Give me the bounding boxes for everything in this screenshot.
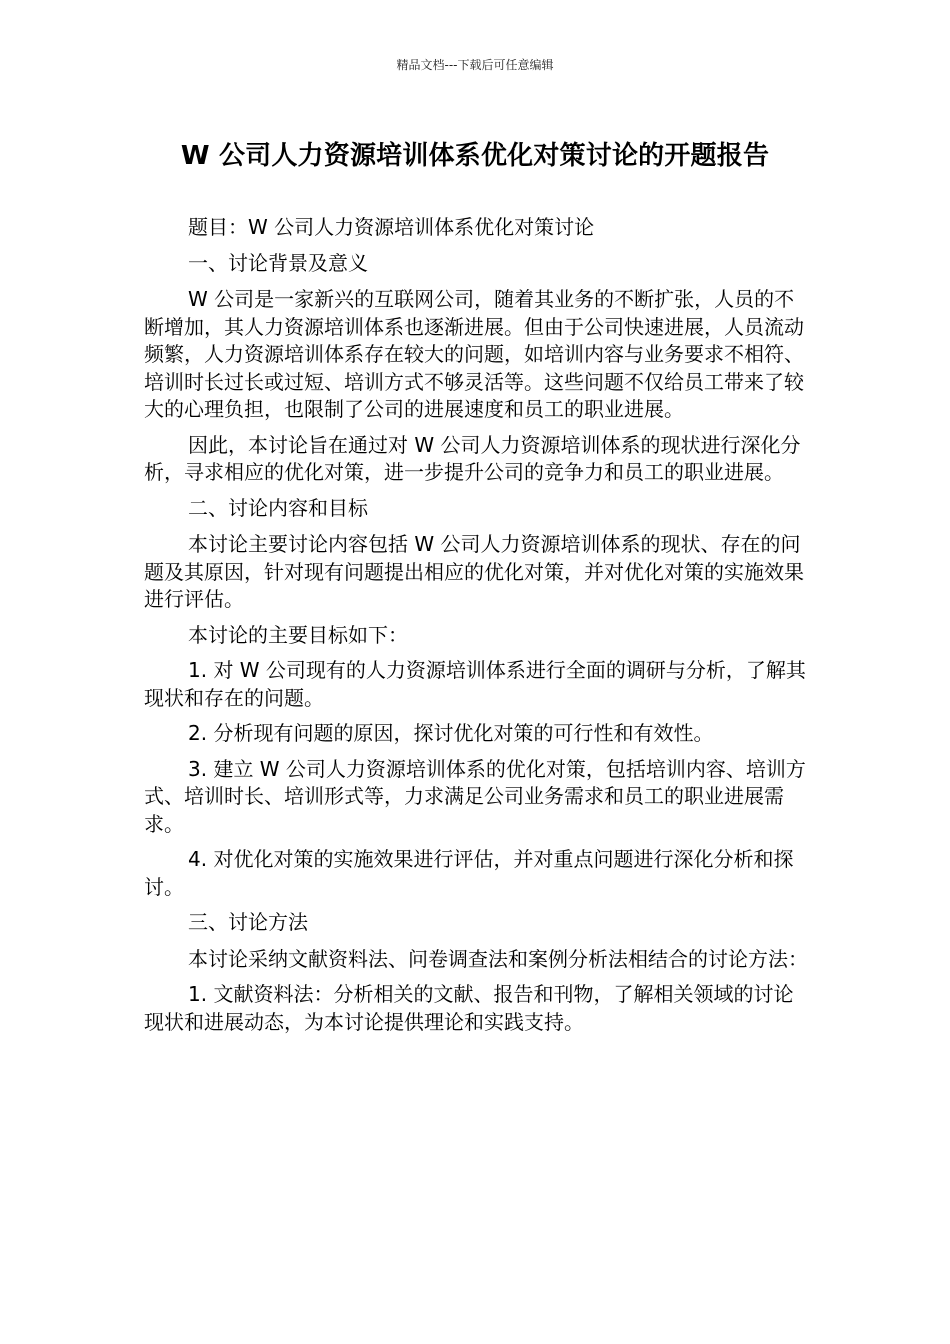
document-title: W 公司人力资源培训体系优化对策讨论的开题报告 (180, 141, 770, 171)
document-body (144, 214, 810, 1044)
paragraph-background: W 公司是一家新兴的互联网公司，随着其业务的不断扩张，人员的不断增加，其人力资源培训体系也逐渐进展。但由于公司快速进展，人员流动频繁，人力资源培训体系存在较大的问题，如培训内容与业务要求不相符、培训时长过长或过短、培训方式不够灵活等。这些问题不仅给员工带来了较大的心理负担，也限制了公司的进展速度和员工的职业进展。 (144, 287, 804, 421)
section-heading-content-goals: 二、讨论内容和目标 (188, 495, 368, 520)
list-item-goal-3: 3. 建立 W 公司人力资源培训体系的优化对策，包括培训内容、培训方式、培训时长、培训形式等，力求满足公司业务需求和员工的职业进展需求。 (144, 756, 806, 836)
paragraph-content: 本讨论主要讨论内容包括 W 公司人力资源培训体系的现状、存在的问题及其原因，针对现有问题提出相应的优化对策，并对优化对策的实施效果进行评估。 (144, 532, 804, 611)
section-heading-background: 一、讨论背景及意义 (188, 250, 368, 275)
list-item-goal-2: 2. 分析现有问题的原因，探讨优化对策的可行性和有效性。 (188, 721, 714, 745)
topic-line: 题目：W 公司人力资源培训体系优化对策讨论 (188, 215, 595, 239)
paragraph-goals-intro: 本讨论的主要目标如下： (188, 622, 408, 647)
header-note: 精品文档---下载后可任意编辑 (396, 58, 554, 72)
paragraph-purpose: 因此，本讨论旨在通过对 W 公司人力资源培训体系的现状进行深化分析，寻求相应的优化对策，进一步提升公司的竞争力和员工的职业进展。 (144, 432, 801, 484)
paragraph-methods-intro: 本讨论采纳文献资料法、问卷调查法和案例分析法相结合的讨论方法： (188, 946, 808, 971)
list-item-goal-1: 1. 对 W 公司现有的人力资源培训体系进行全面的调研与分析，了解其现状和存在的问题。 (144, 658, 806, 710)
section-heading-methods: 三、讨论方法 (188, 910, 308, 934)
list-item-goal-4: 4. 对优化对策的实施效果进行评估，并对重点问题进行深化分析和探讨。 (144, 847, 794, 899)
list-item-method-1: 1. 文献资料法：分析相关的文献、报告和刊物，了解相关领域的讨论现状和进展动态，为本讨论提供理论和实践支持。 (144, 982, 794, 1034)
